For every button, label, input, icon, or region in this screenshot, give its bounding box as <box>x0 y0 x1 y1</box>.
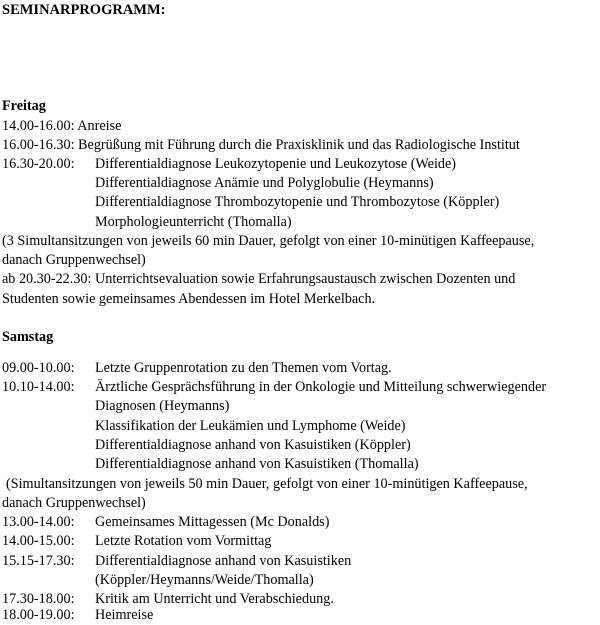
saturday-slot-time: 17.30-18.00: <box>2 591 75 607</box>
friday-heading: Freitag <box>2 98 46 114</box>
saturday-slot-desc: Ärztliche Gesprächsführung in der Onkologie und Mitteilung schwerwiegender <box>95 379 547 395</box>
friday-topic: Morphologieunterricht (Thomalla) <box>95 214 292 230</box>
friday-note-line: (3 Simultansitzungen von jeweils 60 min Dauer, gefolgt von einer 10-minütigen Kaffeepause, <box>2 233 535 249</box>
saturday-slot-desc: Diagnosen (Heymanns) <box>95 398 230 414</box>
saturday-slot-desc: Letzte Rotation vom Vormittag <box>95 533 272 549</box>
document-title: SEMINARPROGRAMM: <box>2 2 166 18</box>
saturday-note-line: (Simultansitzungen von jeweils 50 min Dauer, gefolgt von einer 10-minütigen Kaffeepause, <box>6 476 528 492</box>
friday-session-time: 16.30-20.00: <box>2 156 75 172</box>
saturday-slot-time: 10.10-14.00: <box>2 379 75 395</box>
friday-evening-line: Studenten sowie gemeinsames Abendessen im Hotel Merkelbach. <box>2 291 376 307</box>
saturday-heading: Samstag <box>2 329 54 345</box>
friday-welcome: 16.00-16.30: Begrüßung mit Führung durch die Praxisklinik und das Radiologische Institut <box>2 137 520 153</box>
saturday-slot-desc: Differentialdiagnose anhand von Kasuistiken <box>95 553 352 569</box>
friday-evening-line: ab 20.30-22.30: Unterrichtsevaluation sowie Erfahrungsaustausch zwischen Dozenten und <box>2 271 516 287</box>
saturday-slot-desc: Heimreise <box>95 607 154 623</box>
saturday-slot-time: 14.00-15.00: <box>2 533 75 549</box>
saturday-slot-desc: Letzte Gruppenrotation zu den Themen vom Vortag. <box>95 360 392 376</box>
saturday-slot-time: 09.00-10.00: <box>2 360 75 376</box>
friday-arrival: 14.00-16.00: Anreise <box>2 118 122 134</box>
saturday-topic: Differentialdiagnose anhand von Kasuistiken (Köppler) <box>95 437 411 453</box>
saturday-note-line: danach Gruppenwechsel) <box>2 495 146 511</box>
saturday-topic: Klassifikation der Leukämien und Lymphome (Weide) <box>95 418 406 434</box>
friday-note-line: danach Gruppenwechsel) <box>2 252 146 268</box>
saturday-slot-time: 15.15-17.30: <box>2 553 75 569</box>
saturday-slot-desc: (Köppler/Heymanns/Weide/Thomalla) <box>95 572 314 588</box>
saturday-topic: Differentialdiagnose anhand von Kasuistiken (Thomalla) <box>95 456 419 472</box>
saturday-slot-time: 13.00-14.00: <box>2 514 75 530</box>
friday-topic: Differentialdiagnose Anämie und Polyglobulie (Heymanns) <box>95 175 434 191</box>
friday-topic: Differentialdiagnose Thrombozytopenie und Thrombozytose (Köppler) <box>95 194 500 210</box>
friday-topic: Differentialdiagnose Leukozytopenie und Leukozytose (Weide) <box>95 156 457 172</box>
saturday-slot-desc: Gemeinsames Mittagessen (Mc Donalds) <box>95 514 330 530</box>
saturday-slot-time: 18.00-19.00: <box>2 607 75 623</box>
saturday-slot-desc: Kritik am Unterricht und Verabschiedung. <box>95 591 334 607</box>
